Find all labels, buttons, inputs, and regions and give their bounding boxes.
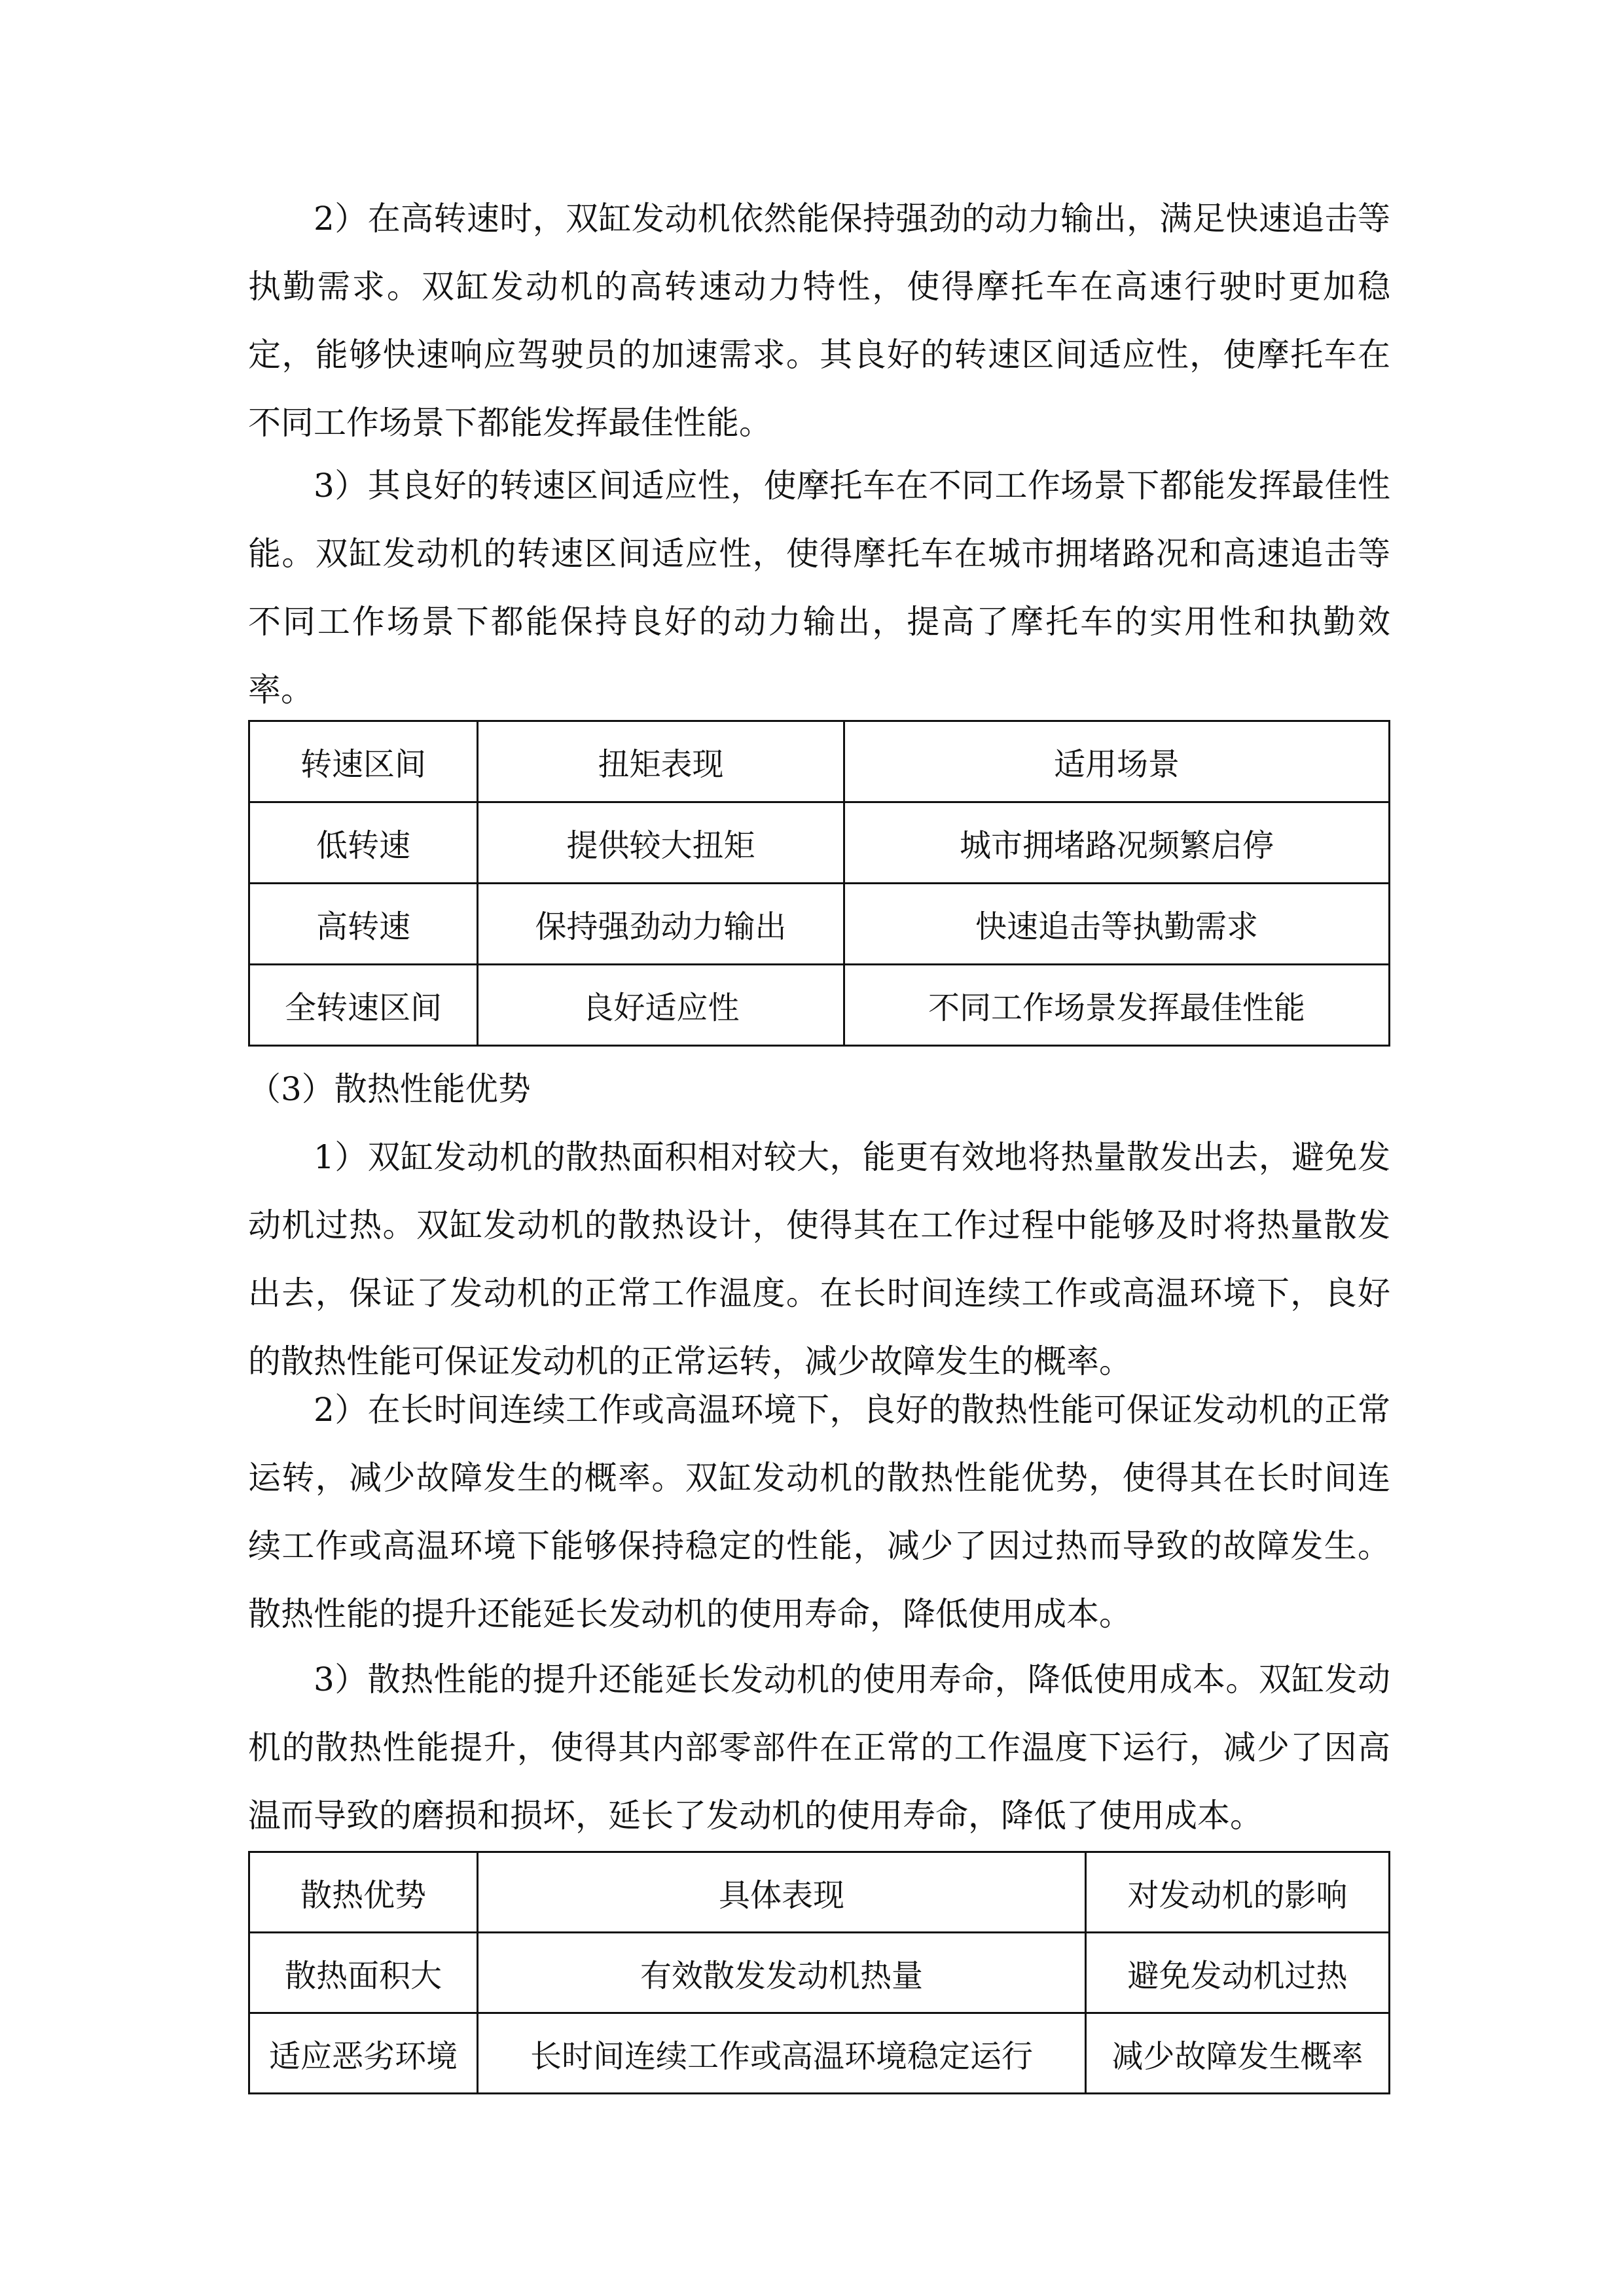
table-cell: 扭矩表现 bbox=[478, 721, 844, 802]
table-cell: 城市拥堵路况频繁启停 bbox=[844, 802, 1390, 884]
table-cell: 避免发动机过热 bbox=[1086, 1933, 1390, 2013]
table-cell: 快速追击等执勤需求 bbox=[844, 884, 1390, 965]
table-cell: 减少故障发生概率 bbox=[1086, 2013, 1390, 2094]
rpm-torque-table bbox=[248, 720, 1390, 1047]
table-cell: 不同工作场景发挥最佳性能 bbox=[844, 965, 1390, 1046]
table-cell: 全转速区间 bbox=[249, 965, 478, 1046]
table-row bbox=[249, 1933, 1390, 2013]
table-cell: 高转速 bbox=[249, 884, 478, 965]
table-cell: 转速区间 bbox=[249, 721, 478, 802]
table-cell: 散热优势 bbox=[249, 1852, 478, 1933]
paragraph-high-rpm: 2）在高转速时，双缸发动机依然能保持强劲的动力输出，满足快速追击等执勤需求。双缸发动机的高转速动力特性，使得摩托车在高速行驶时更加稳定，能够快速响应驾驶员的加速需求。其良好的转速区间适应性，使摩托车在不同工作场景下都能发挥最佳性能。 bbox=[248, 200, 1390, 442]
paragraph-heat-area: 1）双缸发动机的散热面积相对较大，能更有效地将热量散发出去，避免发动机过热。双缸发动机的散热设计，使得其在工作过程中能够及时将热量散发出去，保证了发动机的正常工作温度。在长时间连续工作或高温环境下，良好的散热性能可保证发动机的正常运转，减少故障发生的概率。 bbox=[248, 1138, 1390, 1380]
table-cell: 有效散发发动机热量 bbox=[478, 1933, 1086, 2013]
table-cell: 提供较大扭矩 bbox=[478, 802, 844, 884]
paragraph-heat-lifespan: 3）散热性能的提升还能延长发动机的使用寿命，降低使用成本。双缸发动机的散热性能提升，使得其内部零部件在正常的工作温度下运行，减少了因高温而导致的磨损和损坏，延长了发动机的使用寿命，降低了使用成本。 bbox=[248, 1660, 1390, 1835]
paragraph-heat-environment: 2）在长时间连续工作或高温环境下，良好的散热性能可保证发动机的正常运转，减少故障发生的概率。双缸发动机的散热性能优势，使得其在长时间连续工作或高温环境下能够保持稳定的性能，减少了因过热而导致的故障发生。散热性能的提升还能延长发动机的使用寿命，降低使用成本。 bbox=[248, 1391, 1390, 1633]
table-cell: 适用场景 bbox=[844, 721, 1390, 802]
section-heading: （3）散热性能优势 bbox=[248, 1070, 531, 1108]
table-row bbox=[249, 802, 1390, 884]
table-row bbox=[249, 884, 1390, 965]
table-cell: 散热面积大 bbox=[249, 1933, 478, 2013]
table-header-row bbox=[249, 721, 1390, 802]
table-cell: 具体表现 bbox=[478, 1852, 1086, 1933]
table-cell: 对发动机的影响 bbox=[1086, 1852, 1390, 1933]
heat-dissipation-table bbox=[248, 1851, 1390, 2094]
table-row bbox=[249, 965, 1390, 1046]
table-cell: 长时间连续工作或高温环境稳定运行 bbox=[478, 2013, 1086, 2094]
table-cell: 适应恶劣环境 bbox=[249, 2013, 478, 2094]
table-cell: 低转速 bbox=[249, 802, 478, 884]
table-row bbox=[249, 2013, 1390, 2094]
table-cell: 良好适应性 bbox=[478, 965, 844, 1046]
paragraph-rpm-adaptability: 3）其良好的转速区间适应性，使摩托车在不同工作场景下都能发挥最佳性能。双缸发动机的转速区间适应性，使得摩托车在城市拥堵路况和高速追击等不同工作场景下都能保持良好的动力输出，提高了摩托车的实用性和执勤效率。 bbox=[248, 467, 1390, 709]
table-header-row bbox=[249, 1852, 1390, 1933]
table-cell: 保持强劲动力输出 bbox=[478, 884, 844, 965]
